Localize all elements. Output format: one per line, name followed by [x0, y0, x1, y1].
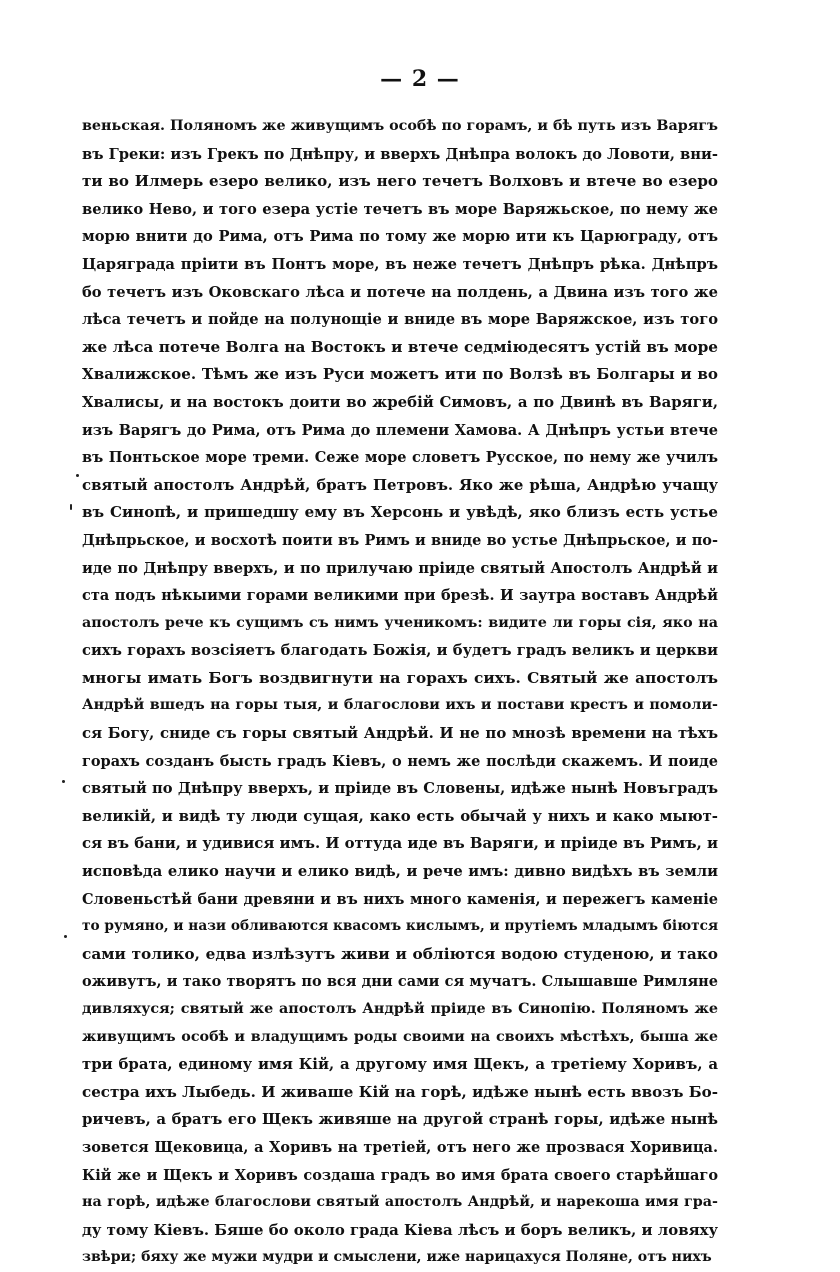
- text-line: Хвалижское. Тѣмъ же изъ Руси можетъ ити по Волзѣ въ Болгары и во: [82, 365, 718, 384]
- text-line: сестра ихъ Лыбедь. И живаше Кій на горѣ, идѣже нынѣ есть ввозъ Бо-: [82, 1082, 718, 1101]
- text-line: многы имать Богъ воздвигнути на горахъ сихъ. Святый же апостолъ: [82, 668, 718, 687]
- text-line: сами толико, едва излѣзутъ живи и обліются водою студеною, и тако: [82, 944, 718, 963]
- text-line: Царяграда пріити въ Понтъ море, въ неже течетъ Днѣпръ рѣка. Днѣпръ: [82, 255, 718, 273]
- text-line: ти во Илмерь езеро велико, изъ него течетъ Волховъ и втече во езеро: [82, 172, 718, 191]
- text-line: ду тому Кіевъ. Бяше бо около града Кіева лѣсъ и боръ великъ, и ловяху: [82, 1220, 718, 1239]
- margin-speck: [64, 935, 67, 938]
- text-line: Андрѣй вшедъ на горы тыя, и благослови ихъ и постави крестъ и помоли-: [82, 697, 718, 714]
- text-line: живущимъ особѣ и владущимъ роды своими на своихъ мѣстѣхъ, быша же: [82, 1028, 718, 1045]
- text-line: ста подъ нѣкыими горами великими при брезѣ. И заутра воставъ Андрѣй: [82, 587, 718, 605]
- text-line: святый апостолъ Андрѣй, братъ Петровъ. Яко же рѣша, Андрѣю учащу: [82, 475, 718, 494]
- text-line: изъ Варягъ до Рима, отъ Рима до племени Хамова. А Днѣпръ устьи втече: [82, 421, 718, 439]
- text-line: ся Богу, сниде съ горы святый Андрѣй. И не по мнозѣ времени на тѣхъ: [82, 724, 718, 743]
- text-line: же лѣса потече Волга на Востокъ и втече седміюдесятъ устій въ море: [82, 337, 718, 356]
- text-line: бо течетъ изъ Оковскаго лѣса и потече на полдень, а Двина изъ того же: [82, 283, 718, 301]
- margin-speck: [70, 504, 72, 510]
- text-line: въ Греки: изъ Грекъ по Днѣпру, и вверхъ Днѣпра волокъ до Ловоти, вни-: [82, 145, 718, 163]
- text-line: ричевъ, а братъ его Щекъ живяше на другой странѣ горы, идѣже нынѣ: [82, 1110, 718, 1129]
- text-line: веньская. Поляномъ же живущимъ особѣ по горамъ, и бѣ путь изъ Варягъ: [82, 118, 718, 134]
- text-line: три брата, единому имя Кій, а другому имя Щекъ, а третіему Хоривъ, а: [82, 1055, 718, 1074]
- margin-speck: [76, 474, 79, 477]
- text-line: лѣса течетъ и пойде на полунощіе и вниде въ море Варяжское, изъ того: [82, 311, 718, 329]
- text-line: великій, и видѣ ту люди сущая, како есть обычай у нихъ и како мыют-: [82, 806, 718, 825]
- text-line: сихъ горахъ возсіяетъ благодать Божія, и будетъ градъ великъ и церкви: [82, 642, 718, 660]
- text-line: иде по Днѣпру вверхъ, и по прилучаю пріиде святый Апостолъ Андрѣй и: [82, 559, 718, 577]
- text-line: въ Синопѣ, и пришедшу ему въ Херсонь и увѣдѣ, яко близъ есть устье: [82, 503, 718, 522]
- text-line: звѣри; бяху же мужи мудри и смыслени, иже нарицахуся Поляне, отъ нихъ: [82, 1249, 712, 1266]
- text-line: апостолъ рече къ сущимъ съ нимъ ученикомъ: видите ли горы сія, яко на: [82, 614, 718, 631]
- text-line: Днѣпрьское, и восхотѣ поити въ Римъ и вниде во устье Днѣпрьское, и по-: [82, 531, 718, 549]
- text-line: Хвалисы, и на востокъ доити во жребій Симовъ, а по Двинѣ въ Варяги,: [82, 392, 718, 411]
- text-line: оживутъ, и тако творятъ по вся дни сами ся мучатъ. Слышавше Римляне: [82, 973, 718, 991]
- text-line: дивляхуся; святый же апостолъ Андрѣй пріиде въ Синопію. Поляномъ же: [82, 1001, 718, 1017]
- text-line: морю внити до Рима, отъ Рима по тому же морю ити къ Царюграду, отъ: [82, 228, 718, 246]
- text-line: на горѣ, идѣже благослови святый апостолъ Андрѣй, и нарекоша имя гра-: [82, 1194, 718, 1211]
- text-line: зовется Щековица, а Хоривъ на третіей, отъ него же прозвася Хоривица.: [82, 1138, 718, 1156]
- page-number: — 2 —: [380, 66, 460, 92]
- text-line: то румяно, и нази обливаются квасомъ кислымъ, и прутіемъ младымъ біются: [82, 918, 718, 935]
- text-line: горахъ созданъ бысть градъ Кіевъ, о немъ же послѣди скажемъ. И поиде: [82, 752, 718, 770]
- text-line: исповѣда елико научи и елико видѣ, и рече имъ: дивно видѣхъ въ земли: [82, 863, 718, 881]
- text-line: ся въ бани, и удивися имъ. И оттуда иде въ Варяги, и пріиде въ Римъ, и: [82, 834, 718, 853]
- margin-speck: [62, 780, 65, 783]
- text-line: велико Нево, и того езера устіе течетъ въ море Варяжьское, по нему же: [82, 200, 718, 218]
- text-line: въ Понтьское море треми. Сеже море словетъ Русское, по нему же училъ: [82, 449, 718, 467]
- body-text: [82, 113, 718, 1272]
- text-line: Кій же и Щекъ и Хоривъ создаша градъ во имя брата своего старѣйшаго: [82, 1166, 718, 1184]
- text-line: святый по Днѣпру вверхъ, и пріиде въ Словены, идѣже нынѣ Новъградъ: [82, 780, 718, 798]
- text-line: Словеньстѣй бани древяни и въ нихъ много каменія, и пережегъ каменіе: [82, 890, 718, 908]
